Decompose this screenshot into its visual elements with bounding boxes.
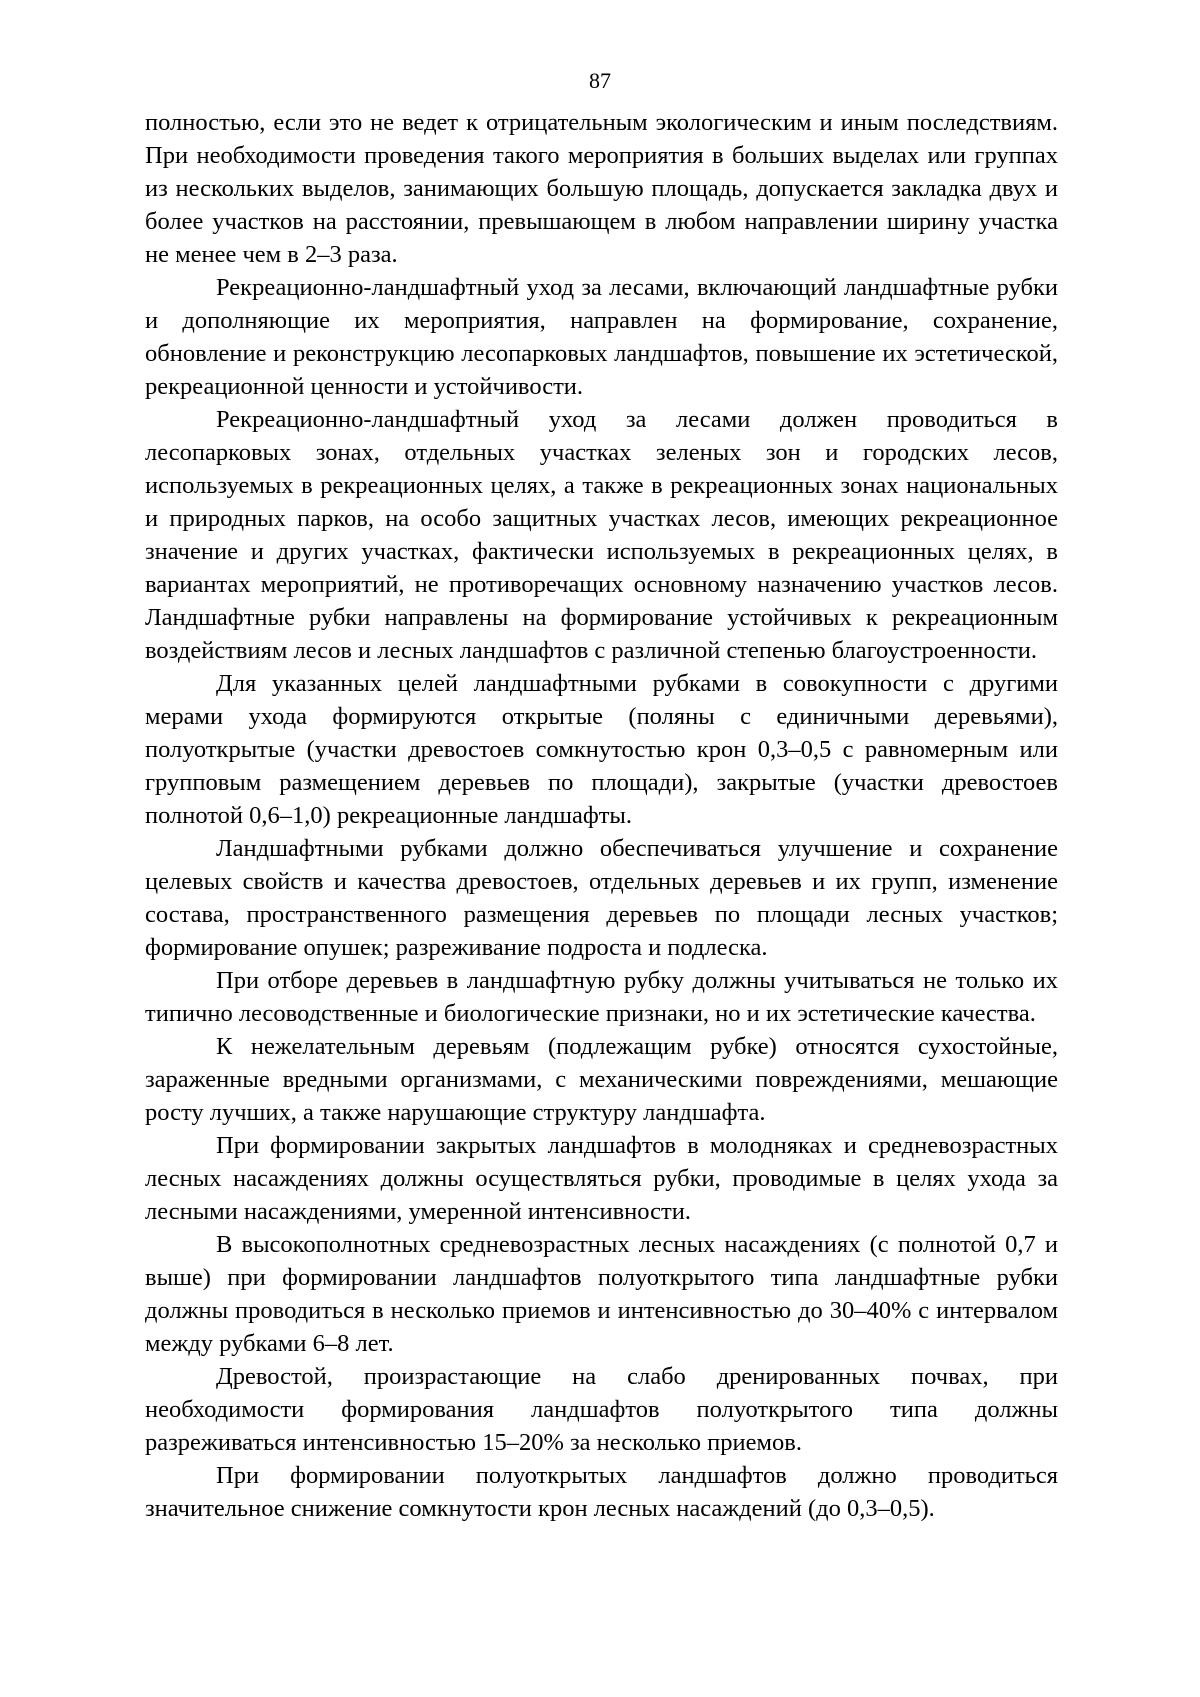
paragraph: При формировании полуоткрытых ландшафтов должно проводиться значительное снижение сомкнутости крон лесных насаждений (до 0,3–0,5).	[145, 1462, 1058, 1522]
paragraph: При отборе деревьев в ландшафтную рубку должны учитываться не только их типично лесоводственные и биологические признаки, но и их эстетические качества.	[145, 967, 1058, 1027]
paragraph: В высокополнотных средневозрастных лесных насаждениях (с полнотой 0,7 и выше) при формировании ландшафтов полуоткрытого типа ландшафтные рубки должны проводиться в несколько приемов и интенсивностью до 30–40% с интервалом между рубками 6–8 лет.	[145, 1231, 1058, 1357]
paragraph: Ландшафтными рубками должно обеспечиваться улучшение и сохранение целевых свойств и качества древостоев, отдельных деревьев и их групп, изменение состава, пространственного размещения деревьев по площади лесных участков; формирование опушек; разреживание подроста и подлеска.	[145, 835, 1058, 961]
paragraph: К нежелательным деревьям (подлежащим рубке) относятся сухостойные, зараженные вредными организмами, с механическими повреждениями, мешающие росту лучших, а также нарушающие структуру ландшафта.	[145, 1033, 1058, 1126]
paragraph: Рекреационно-ландшафтный уход за лесами должен проводиться в лесопарковых зонах, отдельных участках зеленых зон и городских лесов, используемых в рекреационных целях, а также в рекреационных зонах национальных и природных парков, на особо защитных участках лесов, имеющих рекреационное значение и других участках, фактически используемых в рекреационных целях, в вариантах мероприятий, не противоречащих основному назначению участков лесов. Ландшафтные рубки направлены на формирование устойчивых к рекреационным воздействиям лесов и лесных ландшафтов с различной степенью благоустроенности.	[145, 406, 1058, 664]
paragraph: Рекреационно-ландшафтный уход за лесами, включающий ландшафтные рубки и дополняющие их мероприятия, направлен на формирование, сохранение, обновление и реконструкцию лесопарковых ландшафтов, повышение их эстетической, рекреационной ценности и устойчивости.	[145, 274, 1058, 400]
paragraph: При формировании закрытых ландшафтов в молодняках и средневозрастных лесных насаждениях должны осуществляться рубки, проводимые в целях ухода за лесными насаждениями, умеренной интенсивности.	[145, 1132, 1058, 1225]
paragraph: Древостой, произрастающие на слабо дренированных почвах, при необходимости формирования ландшафтов полуоткрытого типа должны разреживаться интенсивностью 15–20% за несколько приемов.	[145, 1363, 1058, 1456]
paragraph-continuation: полностью, если это не ведет к отрицательным экологическим и иным последствиям. При необходимости проведения такого мероприятия в больших выделах или группах из нескольких выделов, занимающих большую площадь, допускается закладка двух и более участков на расстоянии, превышающем в любом направлении ширину участка не менее чем в 2–3 раза.	[145, 109, 1058, 268]
page-number: 87	[589, 68, 611, 93]
page-body	[145, 106, 1058, 1525]
paragraph: Для указанных целей ландшафтными рубками в совокупности с другими мерами ухода формируются открытые (поляны с единичными деревьями), полуоткрытые (участки древостоев сомкнутостью крон 0,3–0,5 с равномерным или групповым размещением деревьев по площади), закрытые (участки древостоев полнотой 0,6–1,0) рекреационные ландшафты.	[145, 670, 1058, 829]
